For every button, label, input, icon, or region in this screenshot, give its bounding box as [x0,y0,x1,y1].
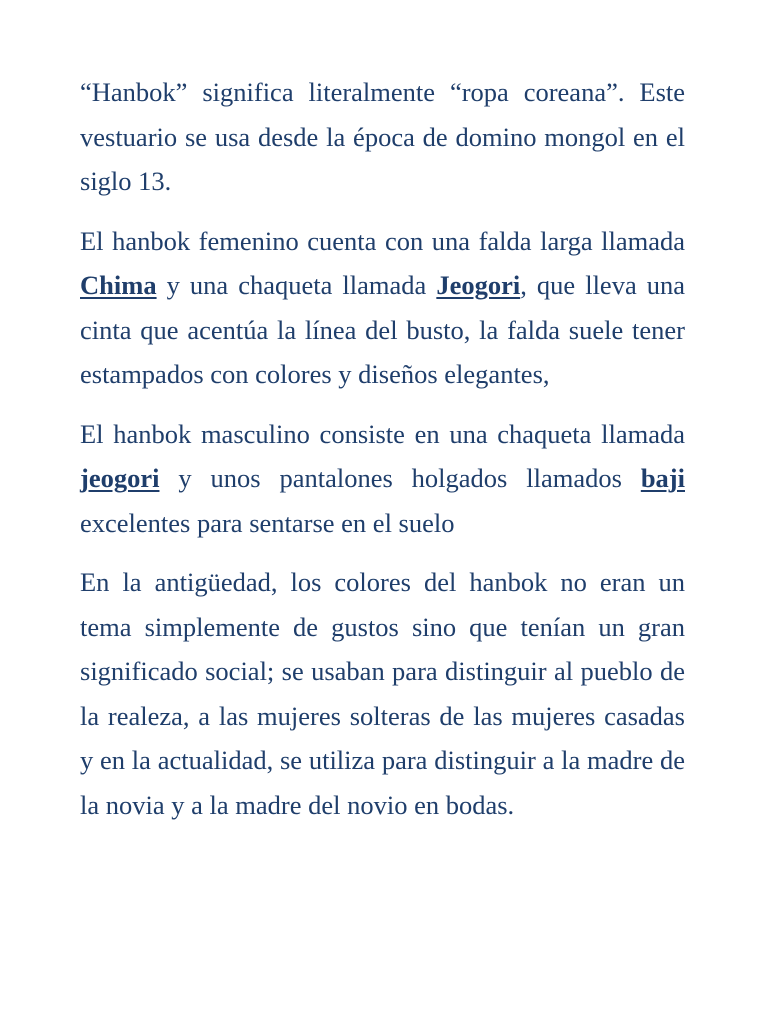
paragraph-text: excelentes para sentarse en el suelo [80,507,455,538]
paragraph-text: “Hanbok” significa literalmente “ropa coreana”. Este vestuario se usa desde la época de domino mongol en el siglo 13. [80,77,685,196]
paragraph-text: y unos pantalones holgados llamados [159,463,641,493]
paragraph-text: El hanbok femenino cuenta con una falda larga llamada [80,225,685,256]
term-chima: Chima [80,270,157,300]
paragraph-female-hanbok [80,219,685,397]
paragraph-text: y una chaqueta llamada [156,270,437,300]
paragraph-male-hanbok [80,412,685,546]
paragraph-text: El hanbok masculino consiste en una chaqueta llamada [80,418,685,449]
document-page [80,70,685,842]
paragraph-text: , que lleva una cinta que acentúa la línea del busto, la falda suele tener estampados con colores y diseños elegantes, [80,270,686,389]
term-jeogori: Jeogori [436,270,521,300]
paragraph-hanbok-colors [80,560,685,827]
paragraph-hanbok-meaning [80,70,685,204]
term-baji: baji [640,463,685,493]
paragraph-text: En la antigüedad, los colores del hanbok no eran un tema simplemente de gustos sino que tenían un gran significado social; se usaban para distinguir al pueblo de la realeza, a las mujeres solteras de las mujeres casadas y en la actualidad, se utiliza para distinguir a la madre de la novia y a la madre del novio en bodas. [80,567,685,820]
term-jeogori-male: jeogori [80,463,160,493]
